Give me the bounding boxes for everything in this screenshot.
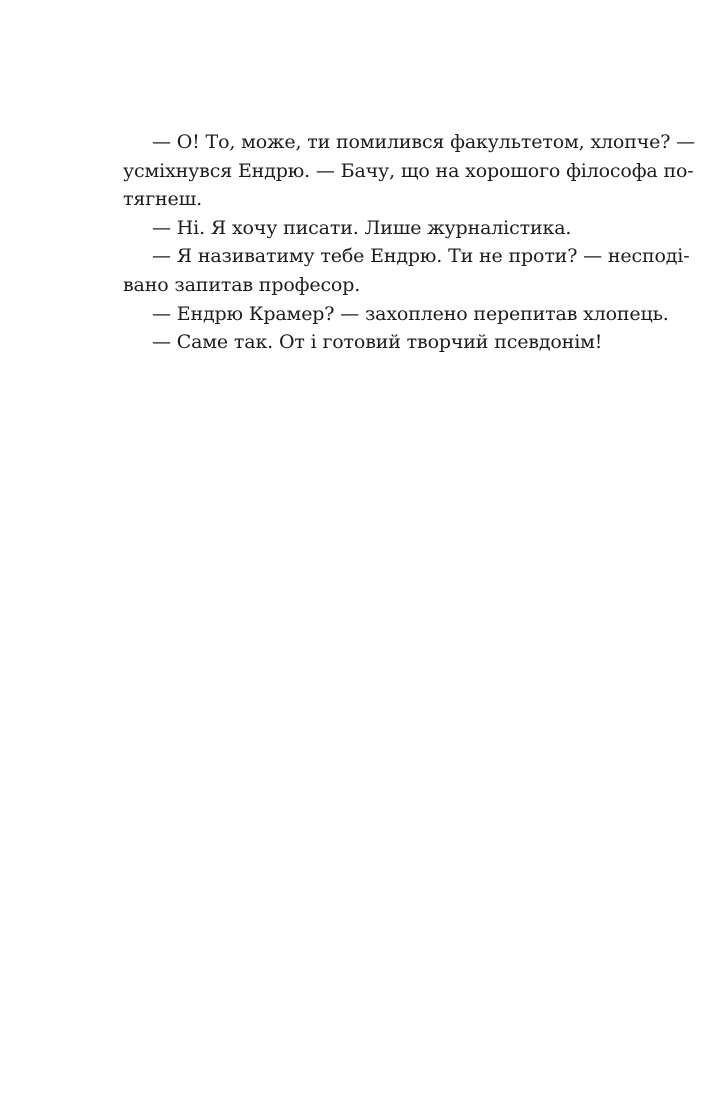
paragraph-4 (94, 300, 669, 329)
paragraph-1 (94, 128, 696, 214)
text-line: вано запитав професор. (123, 273, 361, 296)
text-line: — Ні. Я хочу писати. Лише журналістика. (152, 216, 572, 239)
paragraph-5 (94, 328, 634, 357)
text-line: тягнеш. (123, 188, 203, 211)
text-line: — Саме так. От і готовий творчий псевдонім! (152, 331, 603, 354)
paragraph-2 (94, 214, 634, 243)
body-text (94, 128, 696, 357)
text-line: — О! То, може, ти помилився факультетом, хлопче? — (152, 131, 696, 153)
paragraph-3 (94, 242, 690, 299)
text-line: — Я називатиму тебе Ендрю. Ти не проти? — несподі- (152, 245, 690, 268)
text-line: — Ендрю Крамер? — захоплено перепитав хлопець. (152, 302, 669, 325)
text-line: усміхнувся Ендрю. — Бачу, що на хорошого філософа по- (123, 159, 694, 182)
